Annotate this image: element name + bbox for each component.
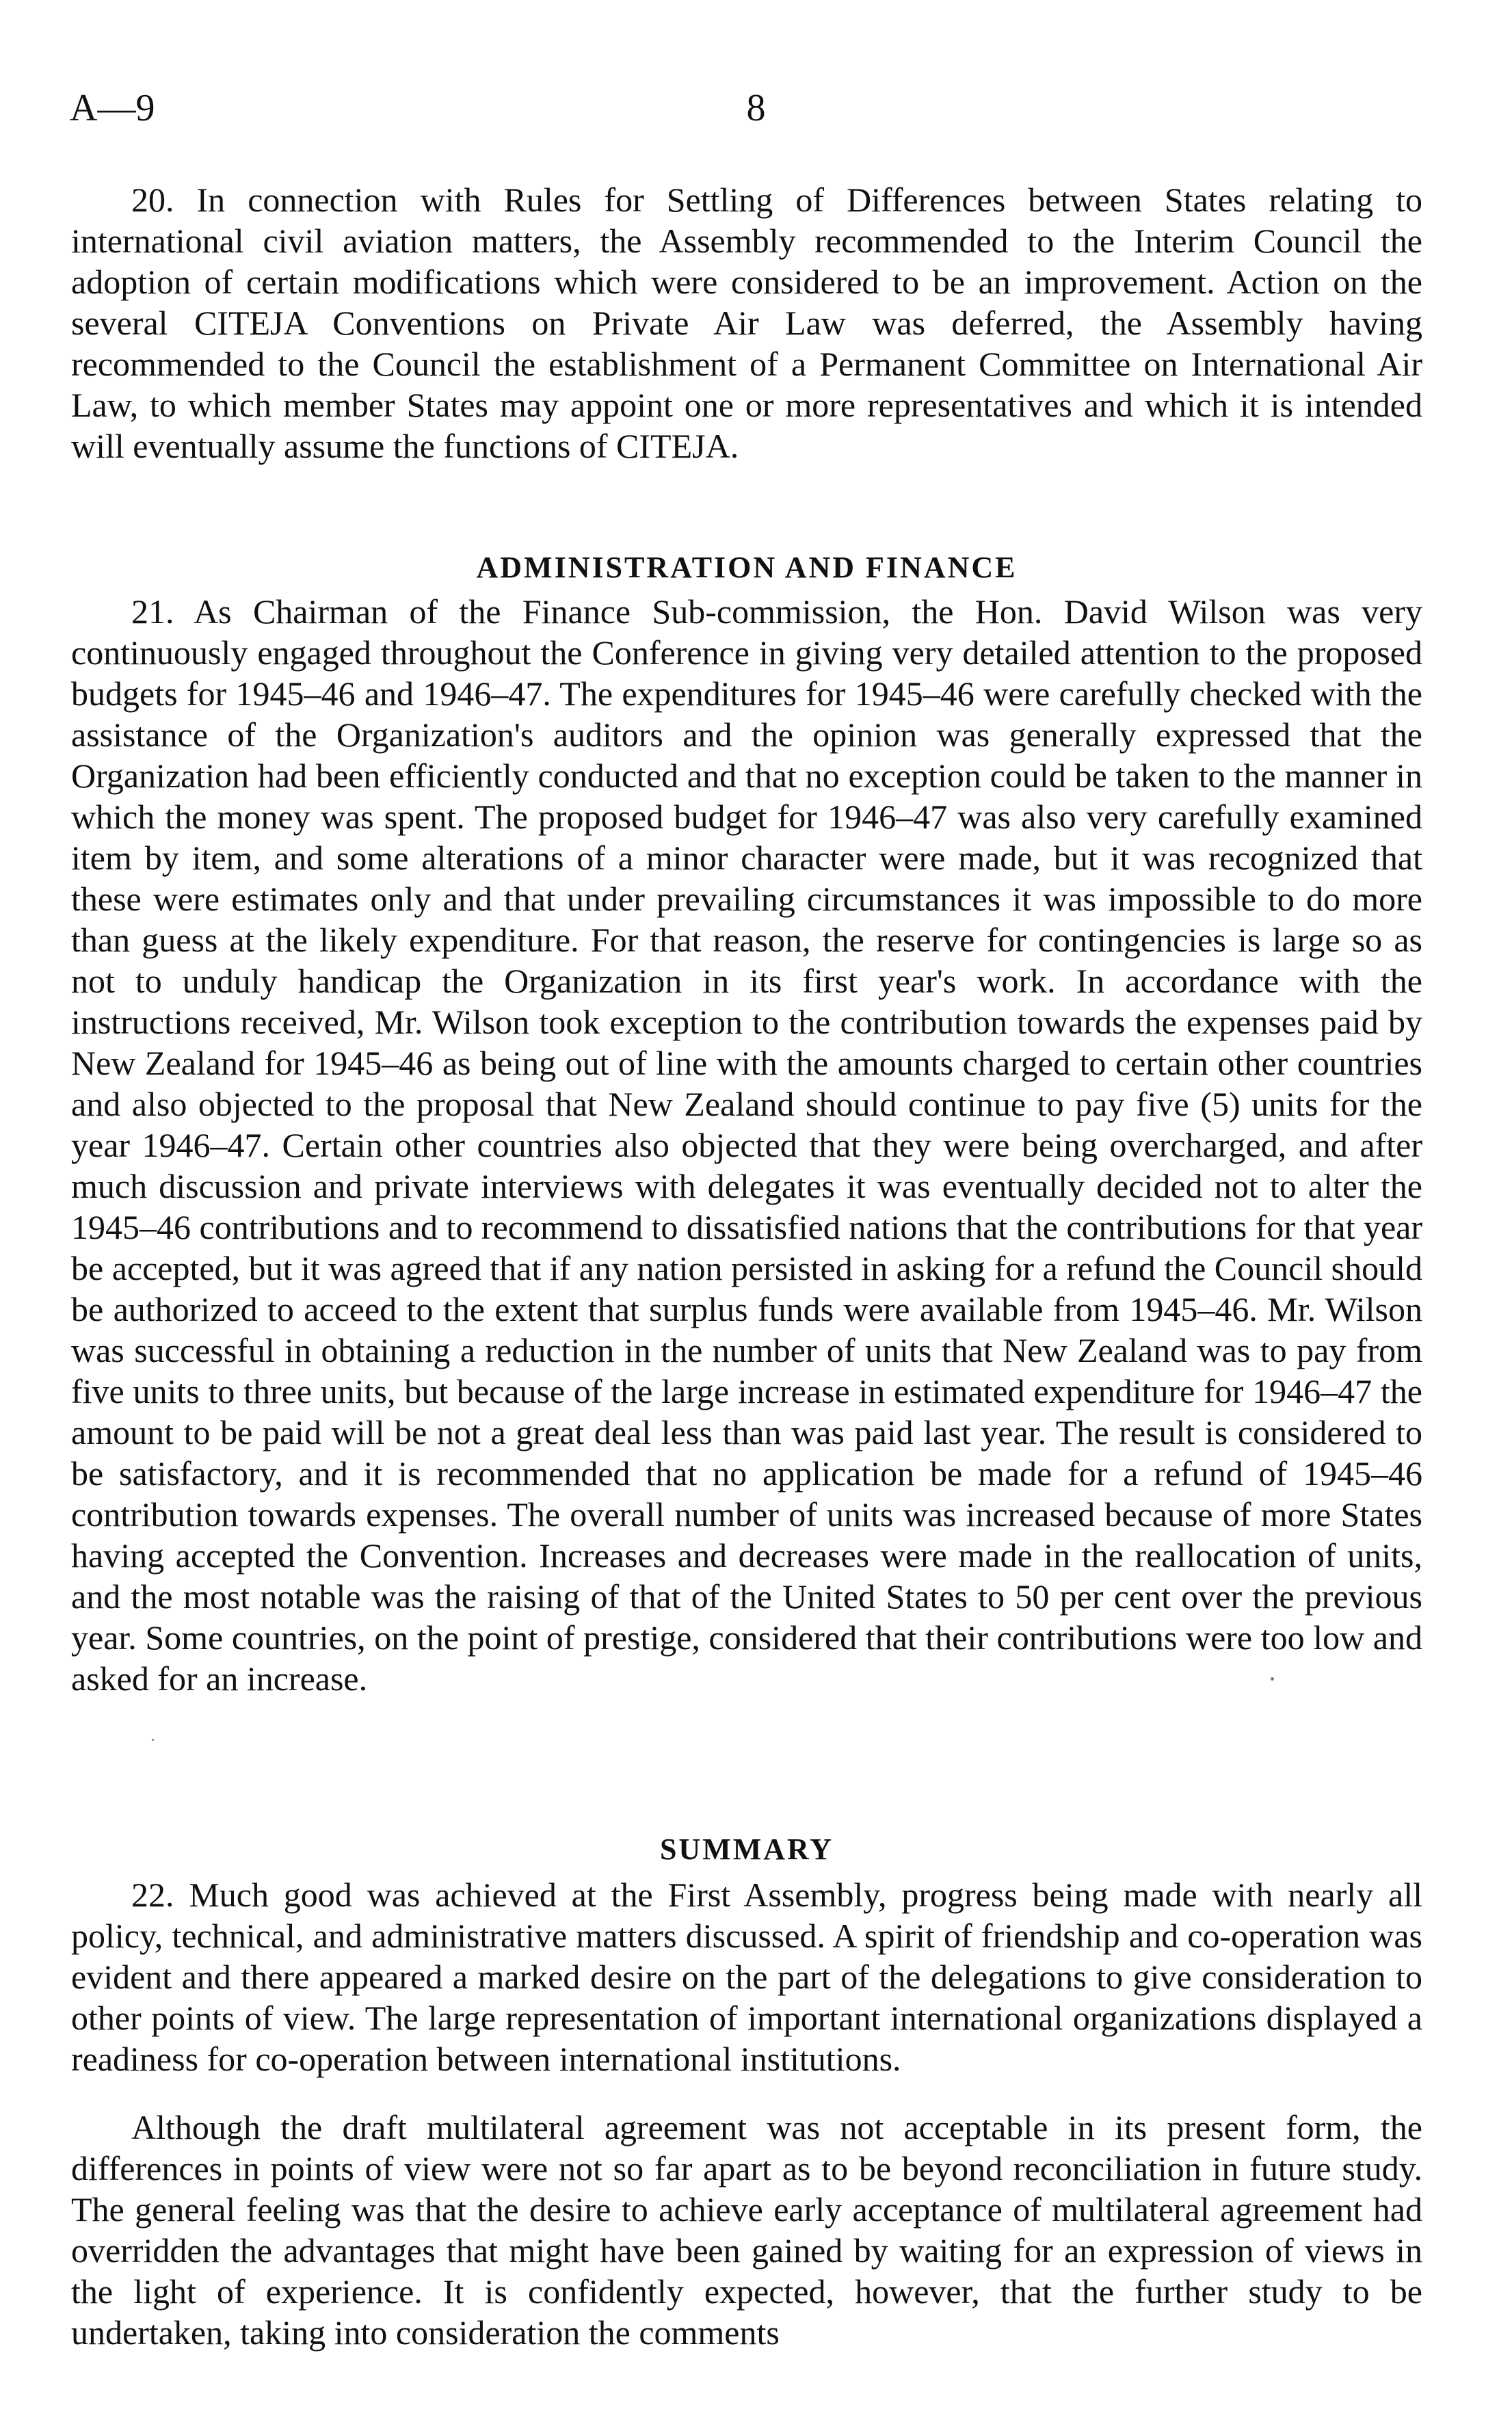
- page-body: [71, 179, 1422, 2353]
- section-heading-administration: ADMINISTRATION AND FINANCE: [476, 551, 1018, 584]
- page-header: [59, 81, 1453, 135]
- paragraph-21: 21. As Chairman of the Finance Sub-commission, the Hon. David Wilson was very continuously engaged throughout the Conference in giving very detailed attention to the proposed budgets for 1945–46 and 1946–47. The expenditures for 1945–46 were carefully checked with the assistance of the Organization's auditors and the opinion was generally expressed that the Organization had been efficiently conducted and that no exception could be taken to the manner in which the money was spent. The proposed budget for 1946–47 was also very carefully examined item by item, and some alterations of a minor character were made, but it was recognized that these were estimates only and that under prevailing circumstances it was impossible to do more than guess at the likely expenditure. For that reason, the reserve for contingencies is large so as not to unduly handicap the Organization in its first year's work. In accordance with the instructions received, Mr. Wilson took exception to the contribution towards the expenses paid by New Zealand for 1945–46 as being out of line with the amounts charged to certain other countries and also objected to the proposal that New Zealand should continue to pay five (5) units for the year 1946–47. Certain other countries also objected that they were being overcharged, and after much discussion and private interviews with delegates it was eventually decided not to alter the 1945–46 contributions and to recommend to dissatisfied nations that the contributions for that year be accepted, but it was agreed that if any nation persisted in asking for a refund the Council should be authorized to acceed to the extent that surplus funds were available from 1945–46. Mr. Wilson was successful in obtaining a reduction in the number of units that New Zealand was to pay from five units to three units, but because of the large increase in estimated expenditure for 1946–47 the amount to be paid will be not a great deal less than was paid last year. The result is considered to be satisfactory, and it is recommended that no application be made for a refund of 1945–46 contribution towards expenses. The overall number of units was increased because of more States having accepted the Convention. Increases and decreases were made in the reallocation of units, and the most notable was the raising of that of the United States to 50 per cent over the previous year. Some countries, on the point of prestige, considered that their contributions were too low and asked for an increase.: [71, 592, 1423, 1698]
- document-reference: A—9: [70, 87, 155, 129]
- paragraph-22: 22. Much good was achieved at the First Assembly, progress being made with nearly all policy, technical, and administrative matters discussed. A spirit of friendship and co-operation was evident and there appeared a marked desire on the part of the delegations to give consideration to other points of view. The large representation of important international organizations displayed a readiness for co-operation between international institutions.: [71, 1876, 1422, 2078]
- paragraph-20: 20. In connection with Rules for Settling of Differences between States relating to international civil aviation matters, the Assembly recommended to the Interim Council the adoption of certain modifications which were considered to be an improvement. Action on the several CITEJA Conventions on Private Air Law was deferred, the Assembly having recommended to the Council the establishment of a Permanent Committee on International Air Law, to which member States may appoint one or more representatives and which it is intended will eventually assume the functions of CITEJA.: [71, 181, 1422, 465]
- scan-speck: [1271, 1677, 1274, 1681]
- section-heading-summary: SUMMARY: [659, 1832, 834, 1866]
- scan-speck: [152, 1739, 154, 1741]
- paragraph-23: Although the draft multilateral agreement was not acceptable in its present form, the differences in points of view were not so far apart as to be beyond reconciliation in future study. The general feeling was that the desire to achieve early acceptance of multilateral agreement had overridden the advantages that might have been gained by waiting for an expression of views in the light of experience. It is confidently expected, however, that the further study to be undertaken, taking into consideration the comments: [71, 2108, 1422, 2352]
- page-number: 8: [746, 87, 766, 129]
